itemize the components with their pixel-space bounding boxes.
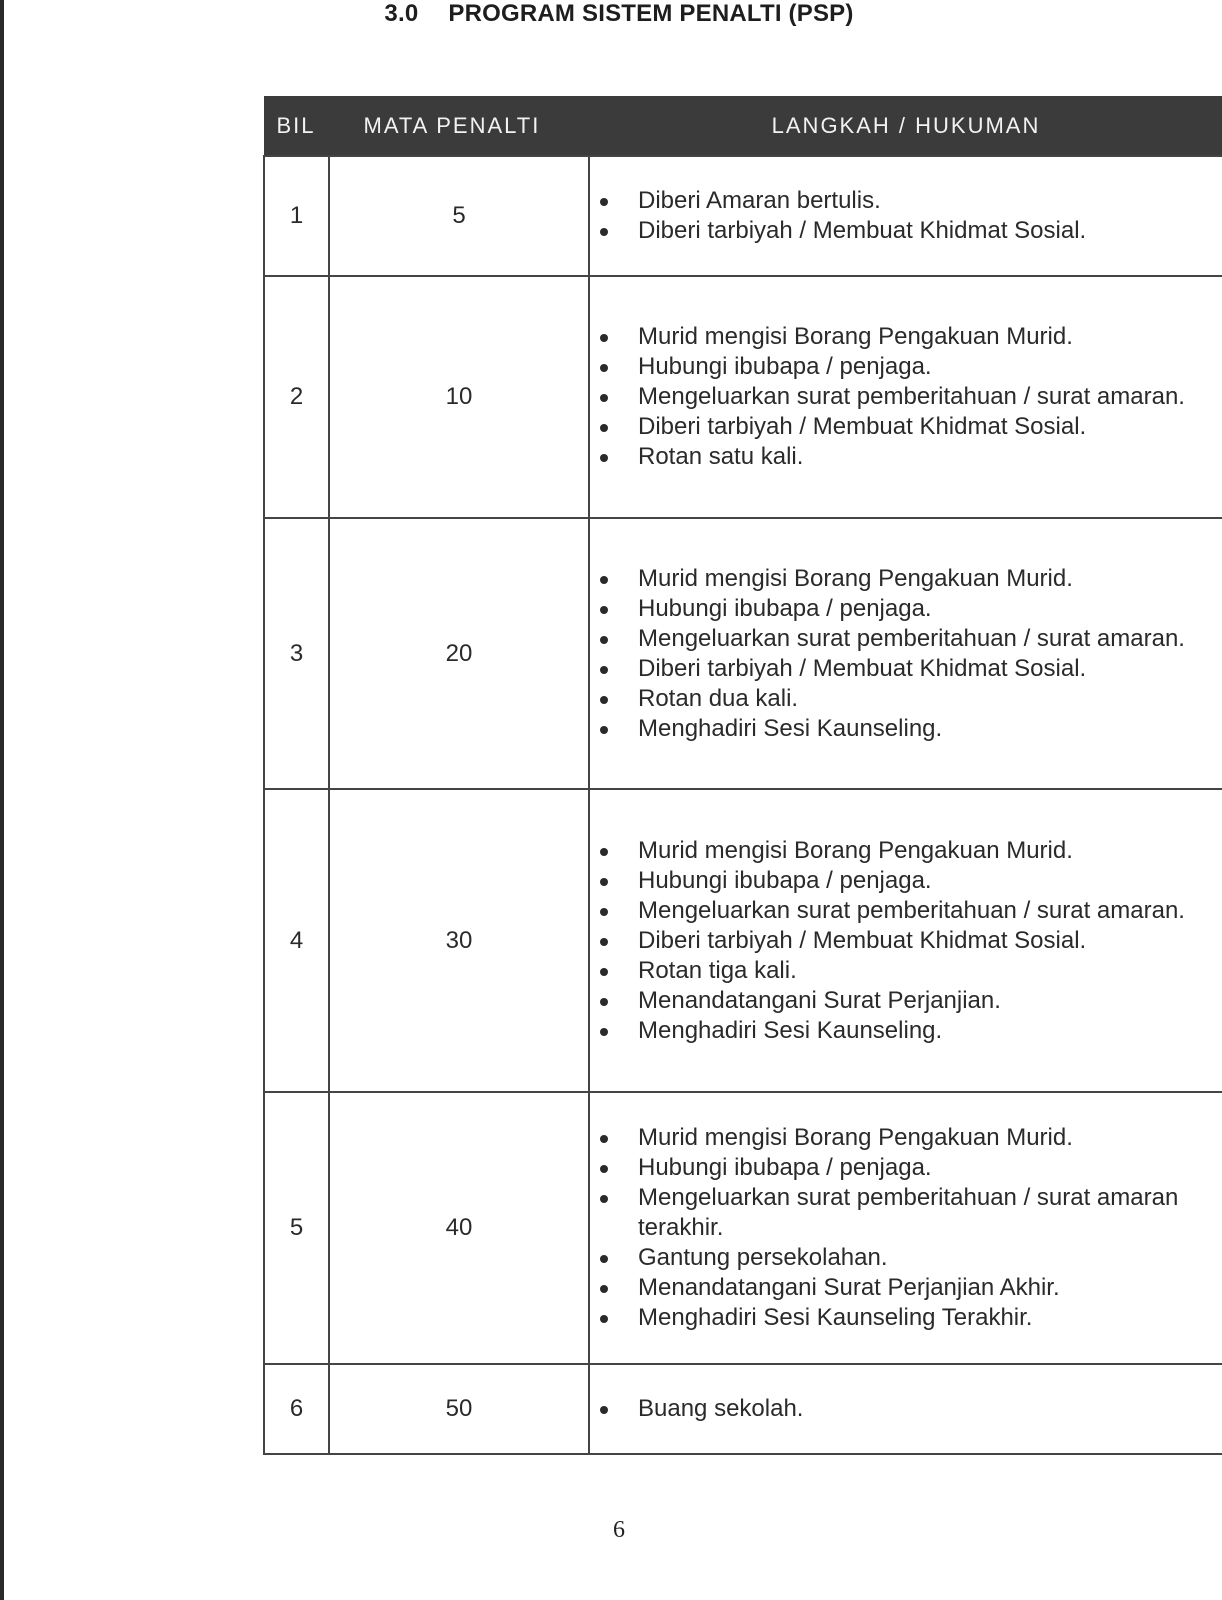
bullet-icon bbox=[600, 1135, 608, 1143]
langkah-hukuman-cell bbox=[589, 518, 1222, 789]
page-number: 6 bbox=[613, 1517, 625, 1543]
table-body bbox=[264, 156, 1222, 1454]
action-list-item bbox=[590, 564, 1222, 594]
bullet-icon bbox=[600, 606, 608, 614]
table-row bbox=[264, 276, 1222, 518]
bullet-icon bbox=[600, 636, 608, 644]
bullet-icon bbox=[600, 848, 608, 856]
action-list-item bbox=[590, 186, 1222, 216]
bullet-icon bbox=[600, 1195, 608, 1203]
action-text: Murid mengisi Borang Pengakuan Murid. bbox=[638, 564, 1073, 592]
action-text: Murid mengisi Borang Pengakuan Murid. bbox=[638, 323, 1073, 350]
action-list bbox=[590, 186, 1222, 246]
action-list-item bbox=[590, 1153, 1222, 1183]
action-text: Hubungi ibubapa / penjaga. bbox=[638, 866, 932, 894]
action-list bbox=[590, 1394, 1222, 1424]
bil-cell: 4 bbox=[264, 789, 329, 1092]
header-bil: BIL bbox=[264, 97, 329, 157]
action-text: Diberi tarbiyah / Membuat Khidmat Sosial. bbox=[638, 654, 1087, 682]
action-list-item bbox=[590, 1273, 1222, 1303]
bullet-icon bbox=[600, 1165, 608, 1173]
langkah-hukuman-cell bbox=[589, 1364, 1222, 1454]
mata-penalti-cell: 50 bbox=[329, 1364, 589, 1454]
action-list bbox=[590, 322, 1222, 472]
mata-penalti-cell: 30 bbox=[329, 789, 589, 1092]
bullet-icon bbox=[600, 576, 608, 584]
bullet-icon bbox=[600, 878, 608, 886]
action-text: Mengeluarkan surat pemberitahuan / surat amaran. bbox=[638, 624, 1185, 652]
bullet-icon bbox=[600, 666, 608, 674]
action-list-item bbox=[590, 624, 1222, 654]
mata-penalti-cell: 10 bbox=[329, 276, 589, 518]
bullet-icon bbox=[600, 424, 608, 432]
action-list-item bbox=[590, 714, 1222, 744]
bullet-icon bbox=[600, 394, 608, 402]
action-list-item bbox=[590, 866, 1222, 896]
action-text: Diberi tarbiyah / Membuat Khidmat Sosial. bbox=[638, 413, 1087, 440]
action-text: Rotan satu kali. bbox=[638, 443, 804, 470]
page-title bbox=[0, 0, 1222, 28]
table-header-row bbox=[264, 97, 1222, 157]
bil-cell: 1 bbox=[264, 156, 329, 276]
header-mata-penalti: MATA PENALTI bbox=[329, 97, 589, 157]
bullet-icon bbox=[600, 454, 608, 462]
action-list-item bbox=[590, 896, 1222, 926]
action-text: Diberi tarbiyah / Membuat Khidmat Sosial. bbox=[638, 926, 1087, 954]
action-text: Mengeluarkan surat pemberitahuan / surat amaran. bbox=[638, 383, 1185, 410]
action-text: Menghadiri Sesi Kaunseling. bbox=[638, 714, 943, 742]
action-list-item bbox=[590, 956, 1222, 986]
action-list-item bbox=[590, 986, 1222, 1016]
action-text: Rotan tiga kali. bbox=[638, 956, 797, 984]
bil-cell: 6 bbox=[264, 1364, 329, 1454]
action-list-item bbox=[590, 926, 1222, 956]
action-list-item bbox=[590, 322, 1222, 352]
bullet-icon bbox=[600, 1028, 608, 1036]
action-text: Murid mengisi Borang Pengakuan Murid. bbox=[638, 1124, 1073, 1151]
bullet-icon bbox=[600, 1285, 608, 1293]
action-text: Rotan dua kali. bbox=[638, 684, 799, 712]
bullet-icon bbox=[600, 696, 608, 704]
langkah-hukuman-cell bbox=[589, 1092, 1222, 1364]
langkah-hukuman-cell bbox=[589, 789, 1222, 1092]
table-row bbox=[264, 1092, 1222, 1364]
bullet-icon bbox=[600, 908, 608, 916]
action-text: Menghadiri Sesi Kaunseling. bbox=[638, 1016, 943, 1044]
action-text: Murid mengisi Borang Pengakuan Murid. bbox=[638, 836, 1073, 864]
bullet-icon bbox=[600, 364, 608, 372]
action-text: Menandatangani Surat Perjanjian Akhir. bbox=[638, 1274, 1060, 1301]
action-list-item bbox=[590, 1303, 1222, 1333]
action-list bbox=[590, 1123, 1222, 1333]
bullet-icon bbox=[600, 938, 608, 946]
table-row bbox=[264, 156, 1222, 276]
action-list-item bbox=[590, 216, 1222, 246]
action-text: Hubungi ibubapa / penjaga. bbox=[638, 594, 932, 622]
bullet-icon bbox=[600, 1255, 608, 1263]
bullet-icon bbox=[600, 198, 608, 206]
mata-penalti-cell: 5 bbox=[329, 156, 589, 276]
action-list-item bbox=[590, 382, 1222, 412]
table-row bbox=[264, 1364, 1222, 1454]
table-row bbox=[264, 789, 1222, 1092]
bullet-icon bbox=[600, 1406, 608, 1414]
action-text: Gantung persekolahan. bbox=[638, 1244, 888, 1271]
bullet-icon bbox=[600, 334, 608, 342]
langkah-hukuman-cell bbox=[589, 276, 1222, 518]
action-list-item bbox=[590, 654, 1222, 684]
action-list-item bbox=[590, 1183, 1222, 1243]
action-list-item bbox=[590, 352, 1222, 382]
table-row bbox=[264, 518, 1222, 789]
bil-cell: 2 bbox=[264, 276, 329, 518]
action-list-item bbox=[590, 594, 1222, 624]
action-list-item bbox=[590, 1123, 1222, 1153]
action-list-item bbox=[590, 412, 1222, 442]
action-text: Diberi Amaran bertulis. bbox=[638, 187, 881, 214]
action-list-item bbox=[590, 836, 1222, 866]
section-number: 3.0 bbox=[384, 0, 419, 27]
action-text: Mengeluarkan surat pemberitahuan / surat amaran terakhir. bbox=[638, 1184, 1179, 1241]
bullet-icon bbox=[600, 968, 608, 976]
action-list-item bbox=[590, 1394, 1222, 1424]
action-text: Mengeluarkan surat pemberitahuan / surat amaran. bbox=[638, 896, 1185, 924]
action-list-item bbox=[590, 442, 1222, 472]
action-list-item bbox=[590, 1243, 1222, 1273]
bullet-icon bbox=[600, 1315, 608, 1323]
bullet-icon bbox=[600, 726, 608, 734]
action-list bbox=[590, 836, 1222, 1046]
mata-penalti-cell: 40 bbox=[329, 1092, 589, 1364]
action-text: Buang sekolah. bbox=[638, 1395, 804, 1422]
bil-cell: 5 bbox=[264, 1092, 329, 1364]
action-text: Menghadiri Sesi Kaunseling Terakhir. bbox=[638, 1304, 1033, 1331]
scan-edge bbox=[0, 0, 4, 1600]
action-list-item bbox=[590, 1016, 1222, 1046]
bullet-icon bbox=[600, 228, 608, 236]
action-text: Hubungi ibubapa / penjaga. bbox=[638, 1154, 932, 1181]
penalty-table bbox=[263, 96, 1222, 1455]
action-list-item bbox=[590, 684, 1222, 714]
action-text: Menandatangani Surat Perjanjian. bbox=[638, 986, 1001, 1014]
action-text: Diberi tarbiyah / Membuat Khidmat Sosial. bbox=[638, 217, 1087, 244]
action-text: Hubungi ibubapa / penjaga. bbox=[638, 353, 932, 380]
bil-cell: 3 bbox=[264, 518, 329, 789]
header-langkah-hukuman: LANGKAH / HUKUMAN bbox=[589, 97, 1222, 157]
bullet-icon bbox=[600, 998, 608, 1006]
langkah-hukuman-cell bbox=[589, 156, 1222, 276]
action-list bbox=[590, 564, 1222, 744]
mata-penalti-cell: 20 bbox=[329, 518, 589, 789]
section-title: PROGRAM SISTEM PENALTI (PSP) bbox=[448, 0, 854, 27]
